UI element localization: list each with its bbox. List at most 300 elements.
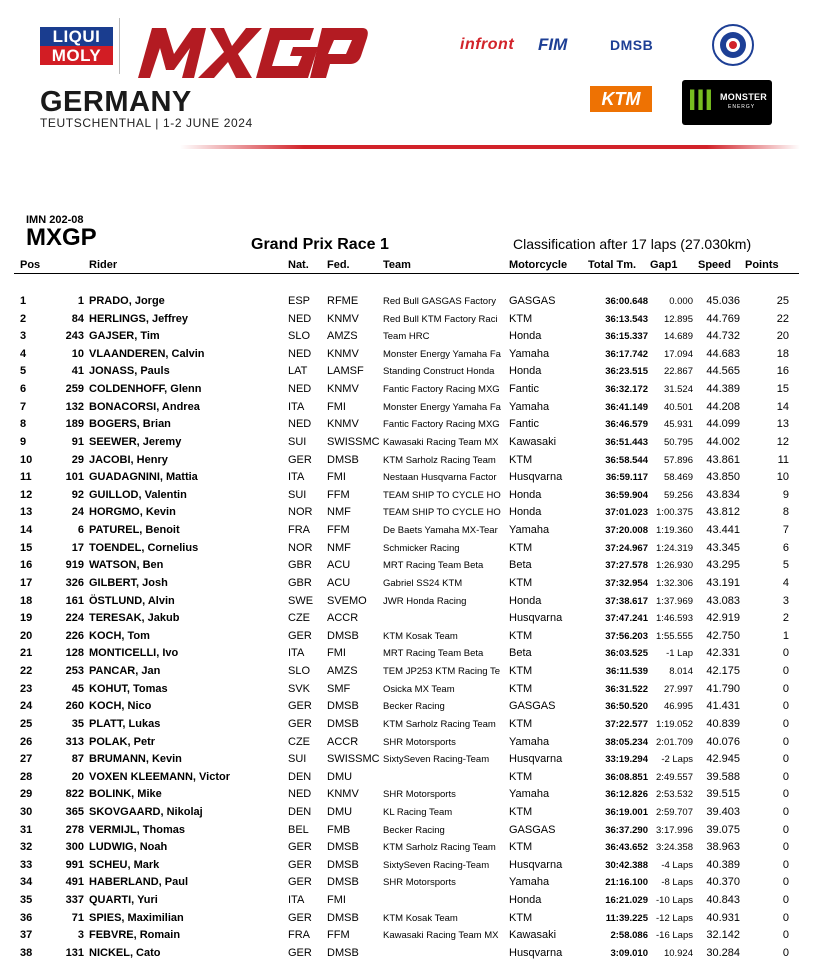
federation-cell: DMSB	[327, 630, 359, 642]
rider-name-cell: JACOBI, Henry	[89, 454, 168, 466]
gap-cell: -10 Laps	[656, 895, 693, 906]
federation-cell: DMSB	[327, 876, 359, 888]
team-cell: SixtySeven Racing-Team	[383, 860, 490, 871]
total-time-cell: 36:03.525	[605, 648, 648, 659]
federation-cell: ACU	[327, 577, 351, 589]
team-cell: Fantic Factory Racing MXG	[383, 384, 500, 395]
rider-name-cell: KOHUT, Tomas	[89, 683, 168, 695]
points-cell: 0	[782, 841, 789, 853]
federation-cell: ACCR	[327, 612, 359, 624]
rider-name-cell: JONASS, Pauls	[89, 365, 170, 377]
federation-cell: DMSB	[327, 454, 359, 466]
rider-number-cell: 131	[65, 947, 84, 959]
position-cell: 30	[20, 806, 33, 818]
federation-cell: SWISSMC	[327, 753, 380, 765]
federation-cell: DMSB	[327, 912, 359, 924]
federation-cell: FFM	[327, 929, 350, 941]
nationality-cell: ITA	[288, 647, 305, 659]
points-cell: 7	[782, 524, 789, 536]
position-cell: 18	[20, 595, 33, 607]
team-cell: KTM Sarholz Racing Team	[383, 719, 496, 730]
position-cell: 38	[20, 947, 33, 959]
total-time-cell: 36:51.443	[605, 437, 648, 448]
speed-cell: 44.769	[706, 313, 740, 325]
total-time-cell: 37:56.203	[605, 631, 648, 642]
team-cell: Monster Energy Yamaha Fa	[383, 349, 501, 360]
header-divider	[14, 273, 799, 274]
federation-cell: FFM	[327, 524, 350, 536]
position-cell: 14	[20, 524, 33, 536]
col-header-team: Team	[383, 259, 411, 271]
rider-name-cell: SCHEU, Mark	[89, 859, 160, 871]
team-cell: Osicka MX Team	[383, 684, 455, 695]
points-cell: 0	[782, 647, 789, 659]
points-cell: 5	[782, 559, 789, 571]
points-cell: 0	[782, 929, 789, 941]
position-cell: 33	[20, 859, 33, 871]
col-header-gap: Gap1	[650, 259, 678, 271]
table-row	[0, 734, 813, 751]
team-cell: KTM Sarholz Racing Team	[383, 455, 496, 466]
federation-cell: FMI	[327, 401, 346, 413]
nationality-cell: GER	[288, 876, 312, 888]
position-cell: 22	[20, 665, 33, 677]
rider-number-cell: 3	[77, 929, 84, 941]
total-time-cell: 36:41.149	[605, 402, 648, 413]
motorcycle-cell: KTM	[509, 718, 533, 730]
points-cell: 8	[782, 506, 789, 518]
rider-number-cell: 243	[65, 330, 84, 342]
points-cell: 0	[782, 683, 789, 695]
gap-cell: 2:01.709	[656, 737, 693, 748]
total-time-cell: 36:19.001	[605, 807, 648, 818]
points-cell: 25	[776, 295, 789, 307]
total-time-cell: 37:47.241	[605, 613, 648, 624]
gap-cell: 3:24.358	[656, 842, 693, 853]
federation-cell: KNMV	[327, 418, 359, 430]
nationality-cell: GER	[288, 700, 312, 712]
motorcycle-cell: Honda	[509, 506, 542, 518]
classification-subtitle: Classification after 17 laps (27.030km)	[513, 236, 752, 252]
rider-number-cell: 24	[71, 506, 84, 518]
speed-cell: 45.036	[706, 295, 740, 307]
speed-cell: 44.389	[706, 383, 740, 395]
points-cell: 12	[776, 436, 789, 448]
motorcycle-cell: Yamaha	[509, 348, 550, 360]
class-title: MXGP	[26, 224, 97, 251]
nationality-cell: GER	[288, 859, 312, 871]
gap-cell: 12.895	[663, 314, 693, 325]
federation-cell: DMSB	[327, 718, 359, 730]
nationality-cell: NED	[288, 418, 312, 430]
gap-cell: 2:49.557	[656, 772, 693, 783]
federation-cell: SWISSMC	[327, 436, 380, 448]
federation-cell: DMU	[327, 806, 353, 818]
speed-cell: 40.839	[706, 718, 740, 730]
rider-number-cell: 1	[77, 295, 84, 307]
team-cell: Red Bull KTM Factory Raci	[383, 314, 498, 325]
speed-cell: 43.441	[706, 524, 740, 536]
speed-cell: 42.175	[706, 665, 740, 677]
total-time-cell: 36:59.117	[605, 472, 648, 483]
team-cell: Red Bull GASGAS Factory	[383, 296, 496, 307]
federation-cell: DMSB	[327, 700, 359, 712]
table-row	[0, 328, 813, 345]
position-cell: 20	[20, 630, 33, 642]
table-row	[0, 716, 813, 733]
nationality-cell: SUI	[288, 436, 307, 448]
rider-name-cell: PLATT, Lukas	[89, 718, 161, 730]
rider-number-cell: 491	[65, 876, 84, 888]
rider-number-cell: 92	[71, 489, 84, 501]
points-cell: 13	[776, 418, 789, 430]
team-cell: KTM Sarholz Racing Team	[383, 842, 496, 853]
motorcycle-cell: KTM	[509, 542, 533, 554]
rider-number-cell: 313	[65, 736, 84, 748]
col-header-points: Points	[745, 259, 779, 271]
federation-cell: FFM	[327, 489, 350, 501]
total-time-cell: 36:15.337	[605, 331, 648, 342]
points-cell: 3	[782, 595, 789, 607]
fim-logo: FIM	[538, 35, 568, 54]
team-cell: MRT Racing Team Beta	[383, 560, 484, 571]
table-row	[0, 399, 813, 416]
speed-cell: 43.812	[706, 506, 740, 518]
event-country: GERMANY	[40, 86, 192, 118]
motorcycle-cell: Kawasaki	[509, 436, 557, 448]
table-row	[0, 804, 813, 821]
speed-cell: 44.732	[706, 330, 740, 342]
speed-cell: 43.295	[706, 559, 740, 571]
speed-cell: 41.431	[706, 700, 740, 712]
points-cell: 22	[776, 313, 789, 325]
total-time-cell: 30:42.388	[605, 860, 648, 871]
event-banner	[0, 0, 800, 160]
total-time-cell: 36:12.826	[605, 789, 648, 800]
position-cell: 7	[20, 401, 27, 413]
gap-cell: 2:53.532	[656, 789, 693, 800]
nationality-cell: SVK	[288, 683, 311, 695]
points-cell: 2	[782, 612, 789, 624]
event-dateline: TEUTSCHENTHAL | 1-2 JUNE 2024	[40, 116, 253, 130]
motorcycle-cell: KTM	[509, 683, 533, 695]
rider-number-cell: 101	[65, 471, 84, 483]
nationality-cell: SUI	[288, 489, 307, 501]
col-header-speed: Speed	[698, 259, 732, 271]
total-time-cell: 36:32.172	[605, 384, 648, 395]
points-cell: 0	[782, 736, 789, 748]
team-cell: SixtySeven Racing-Team	[383, 754, 490, 765]
table-row	[0, 522, 813, 539]
rider-number-cell: 71	[71, 912, 84, 924]
position-cell: 31	[20, 824, 33, 836]
table-row	[0, 434, 813, 451]
federation-cell: DMSB	[327, 947, 359, 959]
table-row	[0, 786, 813, 803]
position-cell: 11	[20, 471, 32, 483]
motorcycle-cell: GASGAS	[509, 700, 556, 712]
gap-cell: -4 Laps	[661, 860, 693, 871]
gap-cell: 1:00.375	[656, 507, 693, 518]
gap-cell: -8 Laps	[661, 877, 693, 888]
total-time-cell: 36:23.515	[605, 366, 648, 377]
motorcycle-cell: GASGAS	[509, 824, 556, 836]
rider-number-cell: 326	[65, 577, 84, 589]
position-cell: 25	[20, 718, 33, 730]
total-time-cell: 36:00.648	[605, 296, 648, 307]
rider-number-cell: 35	[71, 718, 84, 730]
gap-cell: -16 Laps	[656, 930, 693, 941]
points-cell: 0	[782, 718, 789, 730]
nationality-cell: FRA	[288, 929, 310, 941]
nationality-cell: SLO	[288, 330, 311, 342]
rider-name-cell: VERMIJL, Thomas	[89, 824, 185, 836]
speed-cell: 42.750	[706, 630, 740, 642]
team-cell: Kawasaki Racing Team MX	[383, 437, 499, 448]
position-cell: 5	[20, 365, 27, 377]
total-time-cell: 37:20.008	[605, 525, 648, 536]
nationality-cell: FRA	[288, 524, 310, 536]
motorcycle-cell: Beta	[509, 559, 532, 571]
nationality-cell: CZE	[288, 612, 310, 624]
speed-cell: 40.843	[706, 894, 740, 906]
speed-cell: 39.403	[706, 806, 740, 818]
monster-claw-icon: ΙΙΙ	[688, 84, 714, 117]
nationality-cell: GER	[288, 947, 312, 959]
total-time-cell: 3:09.010	[610, 948, 648, 959]
position-cell: 28	[20, 771, 33, 783]
position-cell: 29	[20, 788, 33, 800]
col-header-nat: Nat.	[288, 259, 309, 271]
team-cell: TEAM SHIP TO CYCLE HO	[383, 507, 501, 518]
rider-name-cell: GUADAGNINI, Mattia	[89, 471, 198, 483]
speed-cell: 44.002	[706, 436, 740, 448]
motorcycle-cell: Yamaha	[509, 401, 550, 413]
position-cell: 19	[20, 612, 33, 624]
position-cell: 6	[20, 383, 27, 395]
gap-cell: 8.014	[669, 666, 693, 677]
rider-name-cell: BONACORSI, Andrea	[89, 401, 200, 413]
rider-name-cell: COLDENHOFF, Glenn	[89, 383, 202, 395]
total-time-cell: 11:39.225	[605, 913, 648, 924]
gap-cell: 0.000	[669, 296, 693, 307]
total-time-cell: 33:19.294	[605, 754, 648, 765]
rider-name-cell: PRADO, Jorge	[89, 295, 165, 307]
position-cell: 3	[20, 330, 27, 342]
speed-cell: 42.919	[706, 612, 740, 624]
position-cell: 8	[20, 418, 27, 430]
rider-name-cell: VOXEN KLEEMANN, Victor	[89, 771, 230, 783]
rider-name-cell: ÖSTLUND, Alvin	[89, 595, 175, 607]
dmsb-logo: DMSB	[610, 37, 654, 53]
table-row	[0, 628, 813, 645]
speed-cell: 38.963	[706, 841, 740, 853]
rider-name-cell: KOCH, Nico	[89, 700, 152, 712]
rider-number-cell: 20	[71, 771, 84, 783]
points-cell: 0	[782, 876, 789, 888]
rider-number-cell: 161	[65, 595, 84, 607]
team-cell: TEAM SHIP TO CYCLE HO	[383, 490, 501, 501]
rider-name-cell: LUDWIG, Noah	[89, 841, 168, 853]
team-cell: KTM Kosak Team	[383, 913, 458, 924]
col-header-pos: Pos	[20, 259, 41, 271]
infront-logo: infront	[460, 36, 515, 53]
speed-cell: 30.284	[706, 947, 740, 959]
speed-cell: 42.331	[706, 647, 740, 659]
points-cell: 0	[782, 859, 789, 871]
nationality-cell: GER	[288, 912, 312, 924]
rider-name-cell: HABERLAND, Paul	[89, 876, 189, 888]
team-cell: JWR Honda Racing	[383, 596, 467, 607]
rider-number-cell: 128	[65, 647, 84, 659]
table-row	[0, 381, 813, 398]
col-header-total-time: Total Tm.	[588, 259, 637, 271]
gap-cell: -2 Laps	[661, 754, 693, 765]
team-cell: Fantic Factory Racing MXG	[383, 419, 500, 430]
rider-name-cell: QUARTI, Yuri	[89, 894, 158, 906]
col-header-fed: Fed.	[327, 259, 350, 271]
rider-name-cell: POLAK, Petr	[89, 736, 156, 748]
rider-number-cell: 822	[65, 788, 84, 800]
position-cell: 21	[20, 647, 33, 659]
motorcycle-cell: Honda	[509, 365, 542, 377]
rider-number-cell: 300	[65, 841, 84, 853]
nationality-cell: DEN	[288, 771, 312, 783]
rider-name-cell: BRUMANN, Kevin	[89, 753, 182, 765]
motorcycle-cell: KTM	[509, 313, 533, 325]
rider-number-cell: 29	[71, 454, 84, 466]
motorcycle-cell: KTM	[509, 912, 533, 924]
rider-name-cell: GAJSER, Tim	[89, 330, 160, 342]
nationality-cell: NED	[288, 348, 312, 360]
total-time-cell: 36:31.522	[605, 684, 648, 695]
points-cell: 15	[776, 383, 789, 395]
liqui-moly-logo-top: LIQUI	[40, 27, 113, 46]
federation-cell: SMF	[327, 683, 351, 695]
table-row	[0, 575, 813, 592]
rider-number-cell: 365	[65, 806, 84, 818]
logo-divider	[119, 18, 120, 74]
rider-number-cell: 337	[65, 894, 84, 906]
points-cell: 0	[782, 700, 789, 712]
rider-number-cell: 260	[65, 700, 84, 712]
team-cell: KTM Kosak Team	[383, 631, 458, 642]
federation-cell: ACU	[327, 559, 351, 571]
federation-cell: DMSB	[327, 859, 359, 871]
total-time-cell: 36:59.904	[605, 490, 648, 501]
motorcycle-cell: Fantic	[509, 418, 539, 430]
speed-cell: 40.931	[706, 912, 740, 924]
rider-name-cell: PANCAR, Jan	[89, 665, 161, 677]
total-time-cell: 37:38.617	[605, 596, 648, 607]
motorcycle-cell: Honda	[509, 595, 542, 607]
rider-number-cell: 224	[65, 612, 84, 624]
position-cell: 23	[20, 683, 33, 695]
points-cell: 14	[776, 401, 789, 413]
gap-cell: 1:37.969	[656, 596, 693, 607]
table-row	[0, 681, 813, 698]
rider-name-cell: WATSON, Ben	[89, 559, 164, 571]
nationality-cell: NED	[288, 788, 312, 800]
rider-name-cell: NICKEL, Cato	[89, 947, 161, 959]
rider-name-cell: TOENDEL, Cornelius	[89, 542, 199, 554]
points-cell: 9	[782, 489, 789, 501]
nationality-cell: SLO	[288, 665, 311, 677]
motorcycle-cell: Yamaha	[509, 876, 550, 888]
table-row	[0, 293, 813, 310]
table-row	[0, 892, 813, 909]
total-time-cell: 36:46.579	[605, 419, 648, 430]
nationality-cell: NOR	[288, 542, 313, 554]
position-cell: 34	[20, 876, 33, 888]
points-cell: 18	[776, 348, 789, 360]
federation-cell: KNMV	[327, 788, 359, 800]
document-code: IMN 202-08	[26, 214, 84, 226]
gap-cell: 22.867	[663, 366, 693, 377]
speed-cell: 40.076	[706, 736, 740, 748]
speed-cell: 43.861	[706, 454, 740, 466]
nationality-cell: ESP	[288, 295, 311, 307]
table-row	[0, 945, 813, 962]
speed-cell: 43.191	[706, 577, 740, 589]
table-row	[0, 751, 813, 768]
speed-cell: 44.565	[706, 365, 740, 377]
nationality-cell: GER	[288, 718, 312, 730]
federation-cell: RFME	[327, 295, 359, 307]
position-cell: 13	[20, 506, 33, 518]
federation-cell: AMZS	[327, 665, 358, 677]
points-cell: 4	[782, 577, 789, 589]
motorcycle-cell: KTM	[509, 665, 533, 677]
team-cell: Team HRC	[383, 331, 430, 342]
federation-cell: DMU	[327, 771, 353, 783]
rider-name-cell: GILBERT, Josh	[89, 577, 168, 589]
position-cell: 2	[20, 313, 27, 325]
total-time-cell: 37:24.967	[605, 543, 648, 554]
position-cell: 12	[20, 489, 33, 501]
gap-cell: 50.795	[663, 437, 693, 448]
rider-name-cell: BOGERS, Brian	[89, 418, 171, 430]
position-cell: 27	[20, 753, 33, 765]
nationality-cell: NED	[288, 383, 312, 395]
rider-number-cell: 259	[65, 383, 84, 395]
gap-cell: 1:46.593	[656, 613, 693, 624]
rider-number-cell: 189	[65, 418, 84, 430]
nationality-cell: DEN	[288, 806, 312, 818]
team-cell: TEM JP253 KTM Racing Te	[383, 666, 501, 677]
points-cell: 0	[782, 894, 789, 906]
rider-number-cell: 10	[71, 348, 84, 360]
nationality-cell: GER	[288, 454, 312, 466]
position-cell: 24	[20, 700, 33, 712]
team-cell: MRT Racing Team Beta	[383, 648, 484, 659]
motorcycle-cell: Husqvarna	[509, 947, 563, 959]
speed-cell: 41.790	[706, 683, 740, 695]
nationality-cell: LAT	[288, 365, 308, 377]
nationality-cell: SUI	[288, 753, 307, 765]
motorcycle-cell: KTM	[509, 577, 533, 589]
rider-number-cell: 87	[71, 753, 84, 765]
speed-cell: 40.370	[706, 876, 740, 888]
rider-number-cell: 919	[65, 559, 84, 571]
gap-cell: 1:26.930	[656, 560, 693, 571]
points-cell: 16	[776, 365, 789, 377]
gap-cell: 1:32.306	[656, 578, 693, 589]
nationality-cell: SWE	[288, 595, 314, 607]
position-cell: 10	[20, 454, 33, 466]
motorcycle-cell: Yamaha	[509, 788, 550, 800]
federation-cell: AMZS	[327, 330, 358, 342]
